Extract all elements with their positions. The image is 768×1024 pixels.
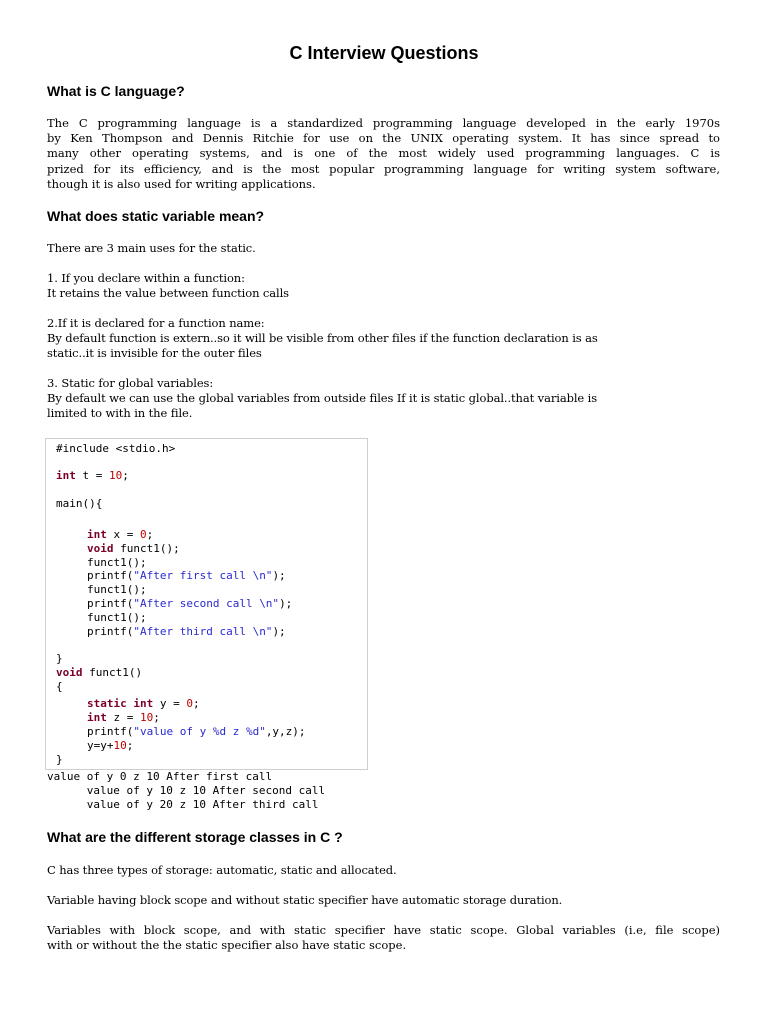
paragraph-line: Variables with block scope, and with static specifier have static scope. Global variables (i.e, file scope)	[47, 923, 720, 937]
code-number: 0	[186, 697, 193, 710]
code-line-void-def	[56, 666, 142, 679]
code-line-funct1-call-2: funct1();	[87, 583, 147, 596]
output-line: value of y 20 z 10 After third call	[47, 798, 319, 811]
code-text: ;	[193, 697, 200, 710]
code-line-funct1-call-1: funct1();	[87, 556, 147, 569]
code-text: );	[272, 625, 286, 638]
storage-p1: C has three types of storage: automatic, static and allocated.	[47, 863, 397, 877]
code-keyword: int	[87, 711, 107, 724]
code-line-close-main: }	[56, 652, 63, 665]
code-text: );	[279, 597, 293, 610]
paragraph-line: prized for its efficiency, and is the most popular programming language for writing system software,	[47, 161, 720, 176]
code-line-int-z	[87, 711, 160, 724]
code-line-void-decl	[87, 542, 180, 555]
use2-body-line2: static..it is invisible for the outer files	[47, 346, 262, 360]
code-line-open-brace: {	[56, 680, 63, 693]
code-line-printf-first	[87, 569, 286, 582]
code-keyword: int	[87, 528, 107, 541]
code-number: 0	[140, 528, 147, 541]
code-keyword: static	[87, 697, 127, 710]
paragraph-line: many other operating systems, and is one of the most widely used programming languages. C is	[47, 146, 720, 161]
code-text: printf(	[87, 725, 134, 738]
code-text: funct1();	[113, 542, 180, 555]
use2-body-line1: By default function is extern..so it will be visible from other files if the function declaration is as	[47, 331, 598, 345]
use3-title: 3. Static for global variables:	[47, 376, 214, 390]
code-line-close-funct: }	[56, 753, 63, 766]
code-text: t =	[75, 469, 109, 482]
code-text: ;	[122, 469, 129, 482]
heading-what-is-c: What is C language?	[47, 83, 185, 99]
code-line-printf-second	[87, 597, 292, 610]
use2-title: 2.If it is declared for a function name:	[47, 316, 265, 330]
paragraph-what-is-c	[47, 116, 720, 192]
code-line-static-y	[87, 697, 200, 710]
code-keyword: void	[56, 666, 83, 679]
code-text: x =	[106, 528, 140, 541]
code-line-int-t	[56, 469, 129, 482]
code-string: "value of y %d z %d"	[133, 725, 266, 738]
paragraph-line: with or without the the static specifier also have static scope.	[47, 938, 407, 953]
storage-p3	[47, 923, 720, 953]
paragraph-line: though it is also used for writing applications.	[47, 176, 316, 191]
code-line-y-inc	[87, 739, 133, 752]
code-string: "After third call \n"	[133, 625, 273, 638]
code-text: y=y+	[87, 739, 114, 752]
code-string: "After first call \n"	[133, 569, 273, 582]
code-line-main: main(){	[56, 497, 103, 510]
code-text: printf(	[87, 625, 134, 638]
code-text: funct1()	[82, 666, 143, 679]
code-line-printf-value	[87, 725, 306, 738]
code-text: y =	[153, 697, 187, 710]
heading-storage-classes: What are the different storage classes in C ?	[47, 829, 343, 845]
code-line-printf-third	[87, 625, 286, 638]
use1-title: 1. If you declare within a function:	[47, 271, 245, 285]
code-line-int-x	[87, 528, 153, 541]
static-intro: There are 3 main uses for the static.	[47, 241, 256, 255]
code-keyword: int	[56, 469, 76, 482]
paragraph-line: The C programming language is a standardized programming language developed in the early 1970s	[47, 116, 720, 130]
code-text: );	[272, 569, 286, 582]
code-text: ;	[146, 528, 154, 541]
code-number: 10	[109, 469, 123, 482]
use3-body-line1: By default we can use the global variables from outside files If it is static global..that variable is	[47, 391, 598, 405]
code-line-funct1-call-3: funct1();	[87, 611, 147, 624]
code-text: z =	[106, 711, 140, 724]
code-string: "After second call \n"	[133, 597, 280, 610]
code-keyword: int	[133, 697, 154, 710]
code-text: printf(	[87, 569, 134, 582]
code-keyword: void	[87, 542, 114, 555]
code-text: ,y,z);	[265, 725, 306, 738]
page-title: C Interview Questions	[289, 43, 479, 63]
code-text: ;	[153, 711, 160, 724]
code-text: ;	[126, 739, 134, 752]
output-line: value of y 0 z 10 After first call	[47, 770, 273, 783]
paragraph-line: by Ken Thompson and Dennis Ritchie for use on the UNIX operating system. It has since spread to	[47, 131, 720, 146]
code-number: 10	[113, 739, 127, 752]
code-line-include: #include <stdio.h>	[56, 442, 176, 455]
output-line: value of y 10 z 10 After second call	[47, 784, 326, 797]
use3-body-line2: limited to with in the file.	[47, 406, 193, 420]
storage-p2: Variable having block scope and without static specifier have automatic storage duration.	[47, 893, 563, 907]
use1-body: It retains the value between function calls	[47, 286, 289, 300]
heading-static-variable: What does static variable mean?	[47, 208, 265, 224]
code-text: printf(	[87, 597, 134, 610]
code-number: 10	[140, 711, 154, 724]
